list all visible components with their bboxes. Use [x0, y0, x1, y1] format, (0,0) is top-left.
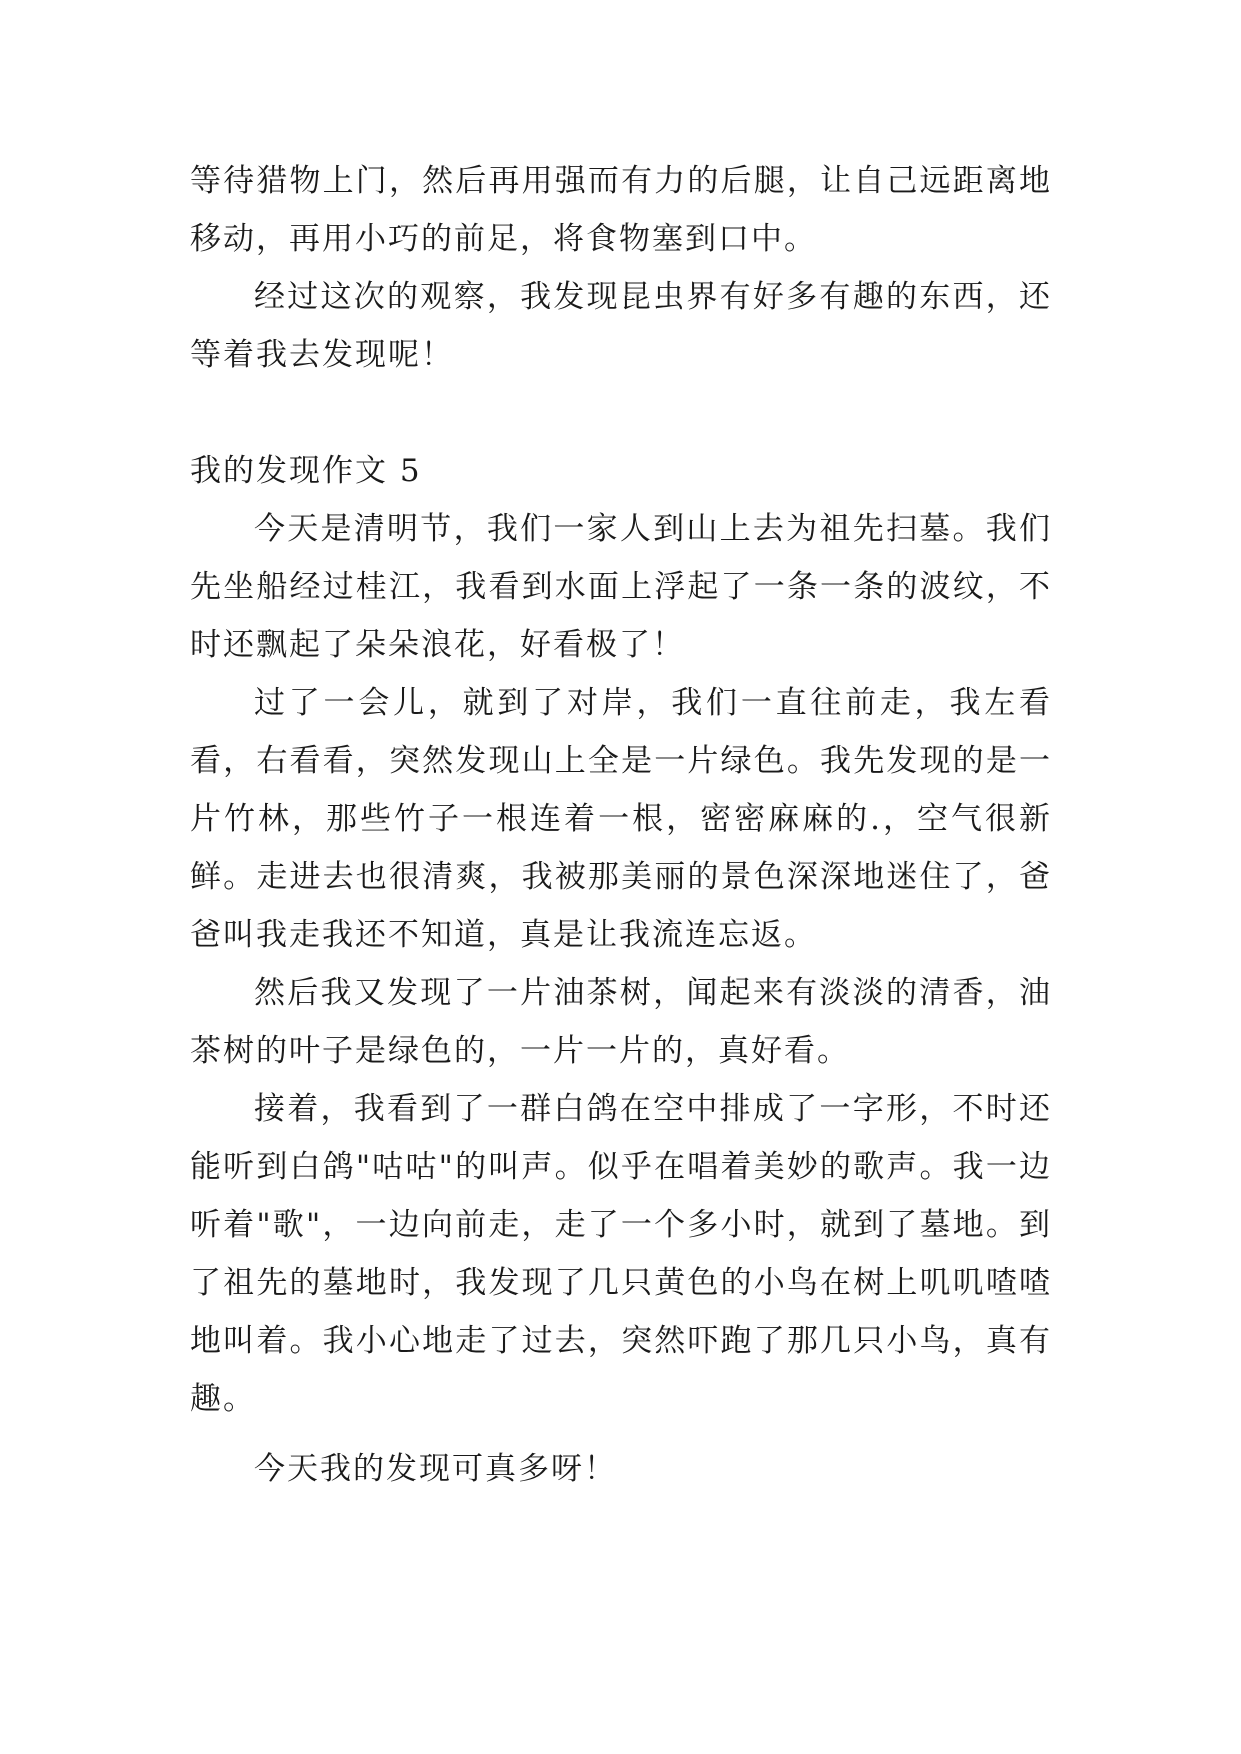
- essay-heading: 我的发现作文 5: [190, 453, 422, 489]
- body-paragraph: 等待猎物上门，然后再用强而有力的后腿，让自己远距离地移动，再用小巧的前足，将食物塞到口中。: [190, 163, 1052, 257]
- body-paragraph: 接着，我看到了一群白鸽在空中排成了一字形，不时还能听到白鸽"咕咕"的叫声。似乎在唱着美妙的歌声。我一边听着"歌"，一边向前走，走了一个多小时，就到了墓地。到了祖先的墓地时，我发现了几只黄色的小鸟在树上叽叽喳喳地叫着。我小心地走了过去，突然吓跑了那几只小鸟，真有趣。: [190, 1091, 1052, 1417]
- body-paragraph: 然后我又发现了一片油茶树，闻起来有淡淡的清香，油茶树的叶子是绿色的，一片一片的，真好看。: [190, 975, 1052, 1069]
- body-paragraph: 今天是清明节，我们一家人到山上去为祖先扫墓。我们先坐船经过桂江，我看到水面上浮起了一条一条的波纹，不时还飘起了朵朵浪花，好看极了！: [190, 511, 1052, 663]
- document-page: [190, 152, 1052, 1498]
- section-spacer: [190, 384, 1052, 442]
- body-paragraph: 过了一会儿，就到了对岸，我们一直往前走，我左看看，右看看，突然发现山上全是一片绿色。我先发现的是一片竹林，那些竹子一根连着一根，密密麻麻的.，空气很新鲜。走进去也很清爽，我被那美丽的景色深深地迷住了，爸爸叫我走我还不知道，真是让我流连忘返。: [190, 685, 1052, 953]
- body-paragraph: 经过这次的观察，我发现昆虫界有好多有趣的东西，还等着我去发现呢！: [190, 279, 1052, 373]
- body-paragraph: 今天我的发现可真多呀！: [254, 1451, 617, 1487]
